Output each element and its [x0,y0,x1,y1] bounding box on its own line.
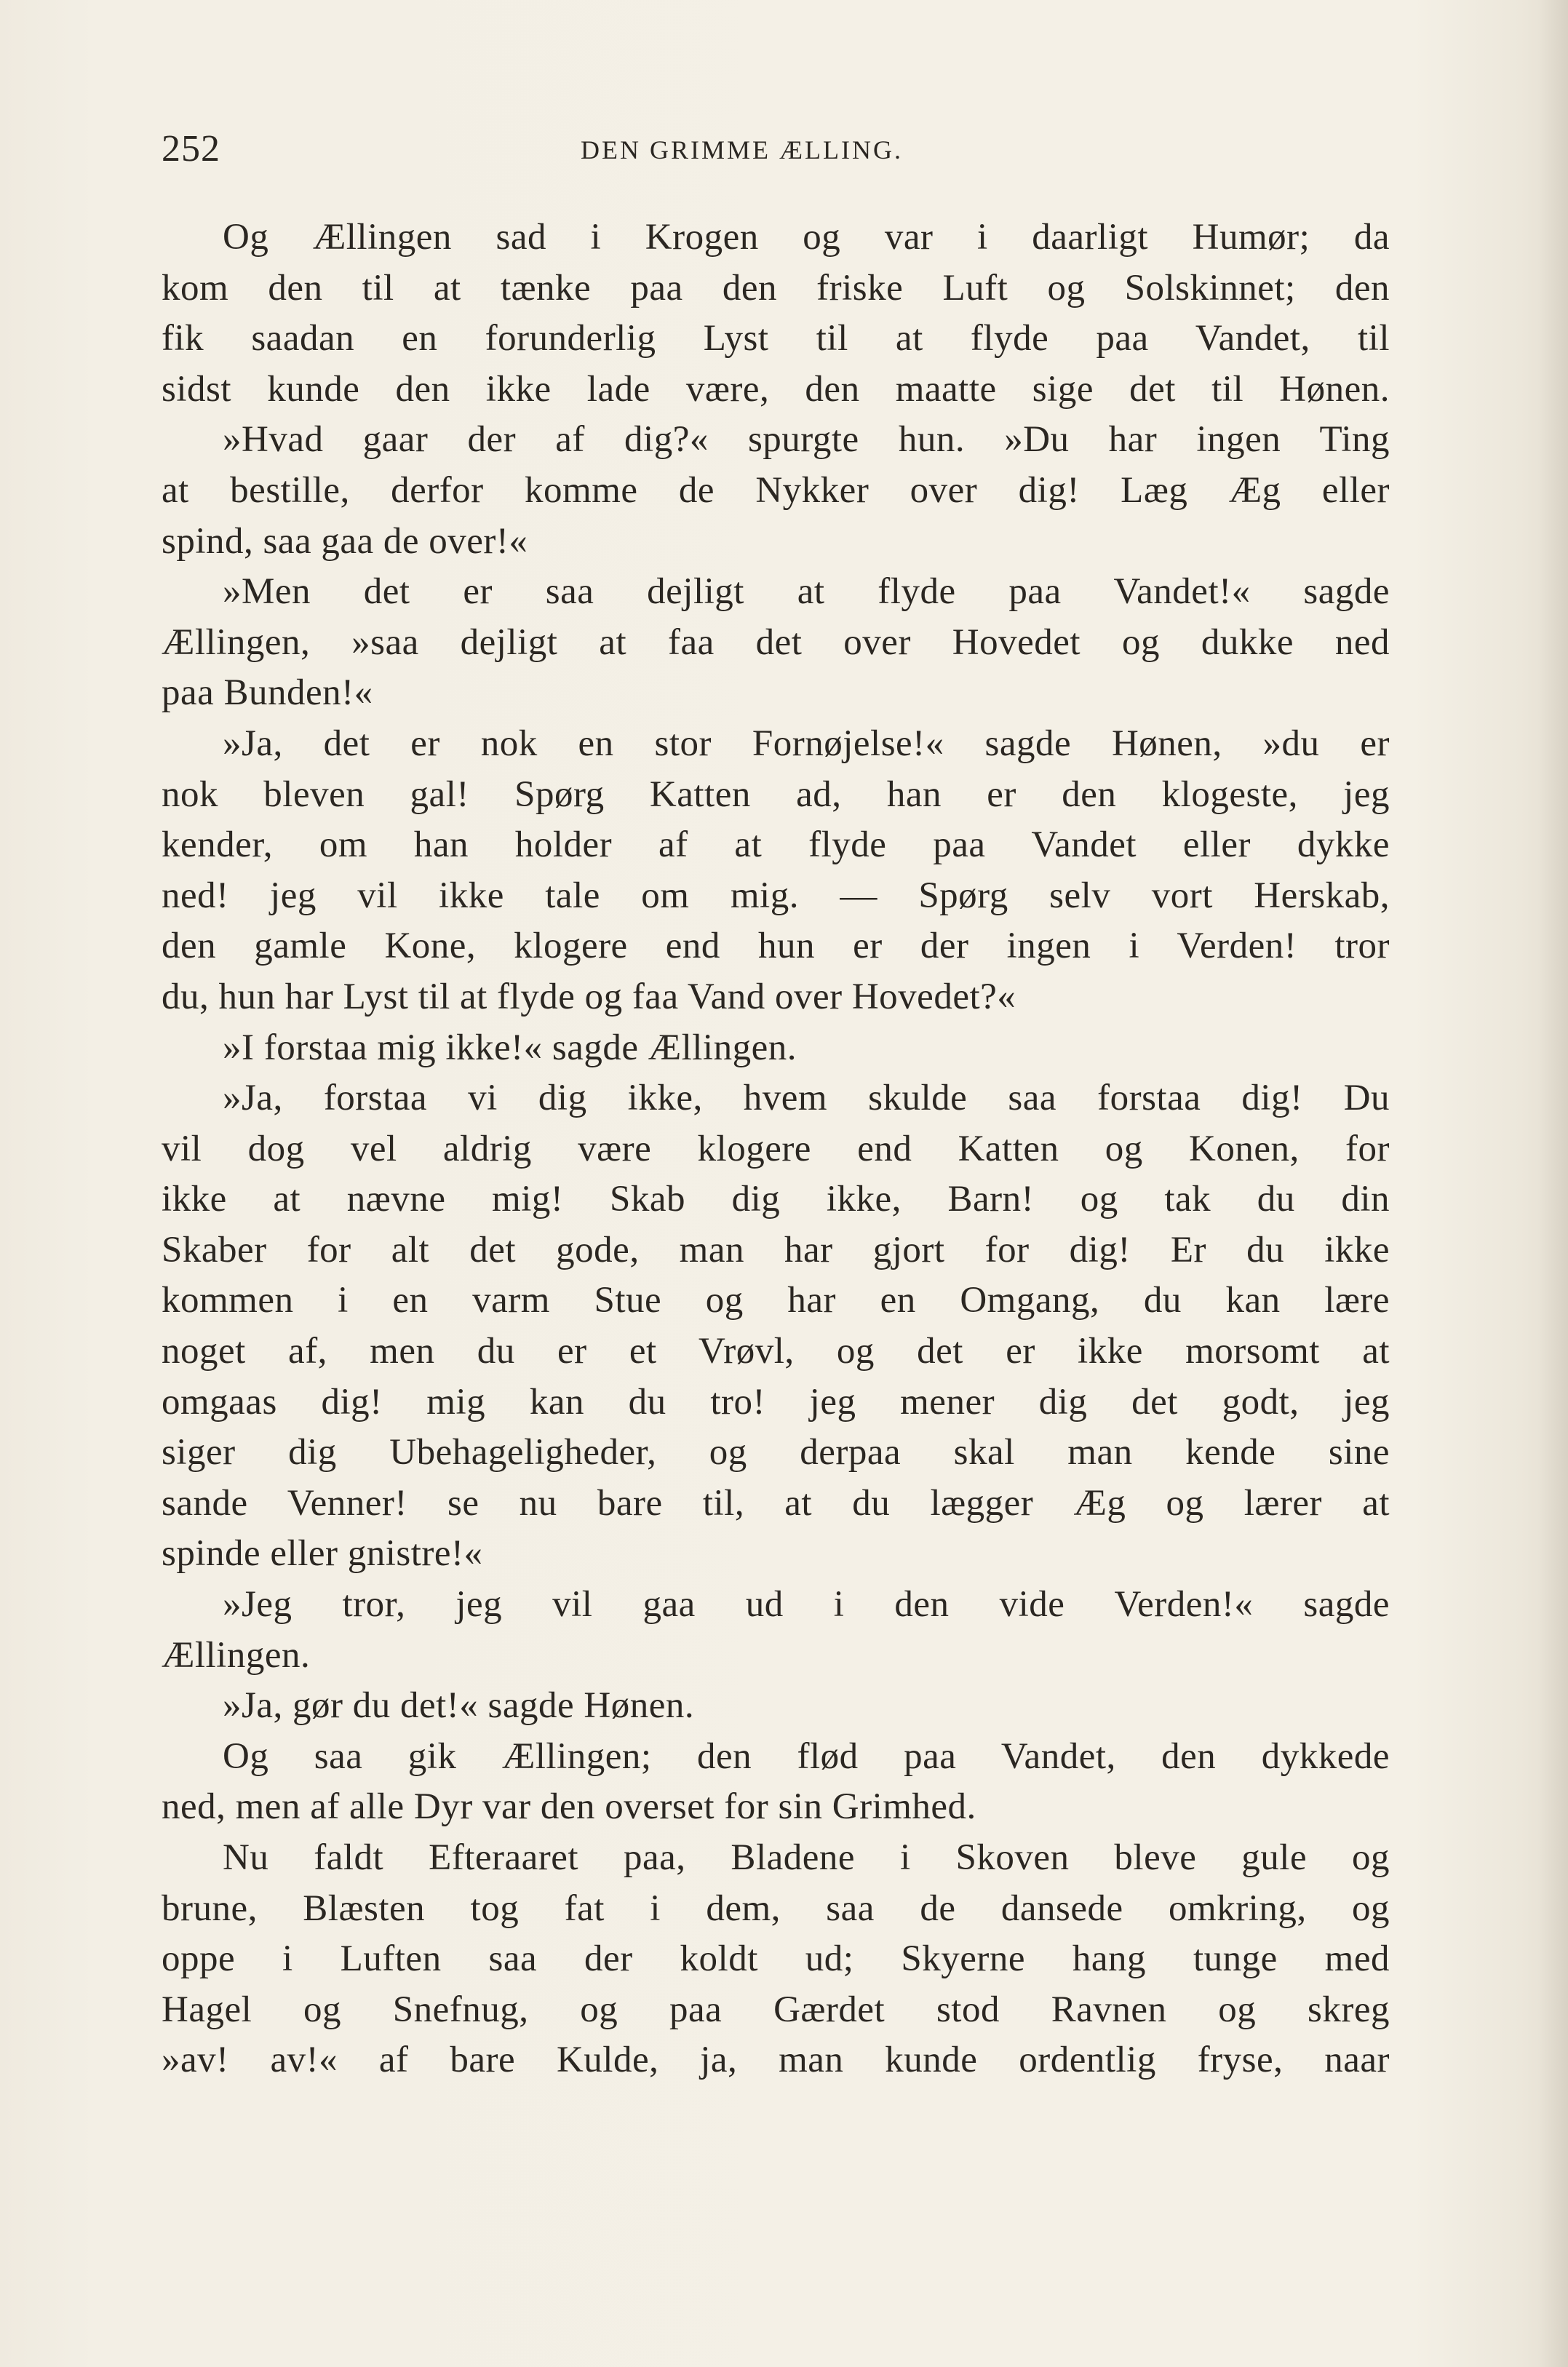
text-line: »Ja, gør du det!« sagde Hønen. [223,1685,695,1727]
text-line: ikke at nævne mig! Skab dig ikke, Barn! og tak du din [162,1179,1390,1220]
page-header [162,124,1390,175]
text-line: »av! av!« af bare Kulde, ja, man kunde ordentlig fryse, naar [162,2040,1390,2081]
text-line: fik saadan en forunderlig Lyst til at flyde paa Vandet, til [162,318,1390,359]
text-line: omgaas dig! mig kan du tro! jeg mener dig det godt, jeg [162,1381,1390,1423]
text-line: ned! jeg vil ikke tale om mig. — Spørg selv vort Herskab, [162,875,1390,916]
text-line: »Ja, det er nok en stor Fornøjelse!« sagde Hønen, »du er [223,723,1390,764]
text-line: »Jeg tror, jeg vil gaa ud i den vide Verden!« sagde [223,1584,1390,1626]
text-line: oppe i Luften saa der koldt ud; Skyerne hang tunge med [162,1938,1390,1980]
text-line: at bestille, derfor komme de Nykker over dig! Læg Æg eller [162,469,1390,511]
text-line: den gamle Kone, klogere end hun er der ingen i Verden! tror [162,926,1390,967]
text-line: nok bleven gal! Spørg Katten ad, han er den klogeste, jeg [162,773,1390,815]
page-edge-shadow [1539,0,1568,2367]
text-line: sande Venner! se nu bare til, at du lægger Æg og lærer at [162,1482,1390,1524]
text-line: ned, men af alle Dyr var den overset for sin Grimhed. [162,1786,976,1828]
text-line: Skaber for alt det gode, man har gjort for dig! Er du ikke [162,1229,1390,1270]
text-line: Ællingen, »saa dejligt at faa det over Hovedet og dukke ned [162,621,1390,663]
text-line: kender, om han holder af at flyde paa Vandet eller dykke [162,824,1390,866]
text-line: spind, saa gaa de over!« [162,520,528,562]
page-number: 252 [162,128,220,170]
text-line: Hagel og Snefnug, og paa Gærdet stod Ravnen og skreg [162,1989,1390,2030]
text-line: spinde eller gnistre!« [162,1533,483,1575]
text-line: brune, Blæsten tog fat i dem, saa de dansede omkring, og [162,1887,1390,1929]
text-line: »Ja, forstaa vi dig ikke, hvem skulde saa forstaa dig! Du [223,1078,1390,1119]
text-line: Ællingen. [162,1634,311,1676]
text-line: du, hun har Lyst til at flyde og faa Vand over Hovedet?« [162,976,1016,1017]
text-line: Og Ællingen sad i Krogen og var i daarligt Humør; da [223,217,1390,258]
running-title: DEN GRIMME ÆLLING. [581,135,903,164]
text-line: paa Bunden!« [162,672,373,714]
text-line: vil dog vel aldrig være klogere end Katten og Konen, for [162,1128,1390,1169]
text-line: »I forstaa mig ikke!« sagde Ællingen. [223,1027,797,1068]
text-line: »Men det er saa dejligt at flyde paa Vandet!« sagde [223,571,1390,613]
text-line: noget af, men du er et Vrøvl, og det er ikke morsomt at [162,1331,1390,1372]
text-line: sidst kunde den ikke lade være, den maatte sige det til Hønen. [162,368,1390,410]
text-line: Nu faldt Efteraaret paa, Bladene i Skoven bleve gule og [223,1837,1390,1878]
text-line: »Hvad gaar der af dig?« spurgte hun. »Du har ingen Ting [223,419,1390,461]
body-text [162,212,1390,2086]
text-line: siger dig Ubehageligheder, og derpaa skal man kende sine [162,1432,1390,1473]
text-line: kommen i en varm Stue og har en Omgang, du kan lære [162,1280,1390,1321]
text-line: kom den til at tænke paa den friske Luft og Solskinnet; den [162,267,1390,309]
text-line: Og saa gik Ællingen; den flød paa Vandet, den dykkede [223,1735,1390,1777]
